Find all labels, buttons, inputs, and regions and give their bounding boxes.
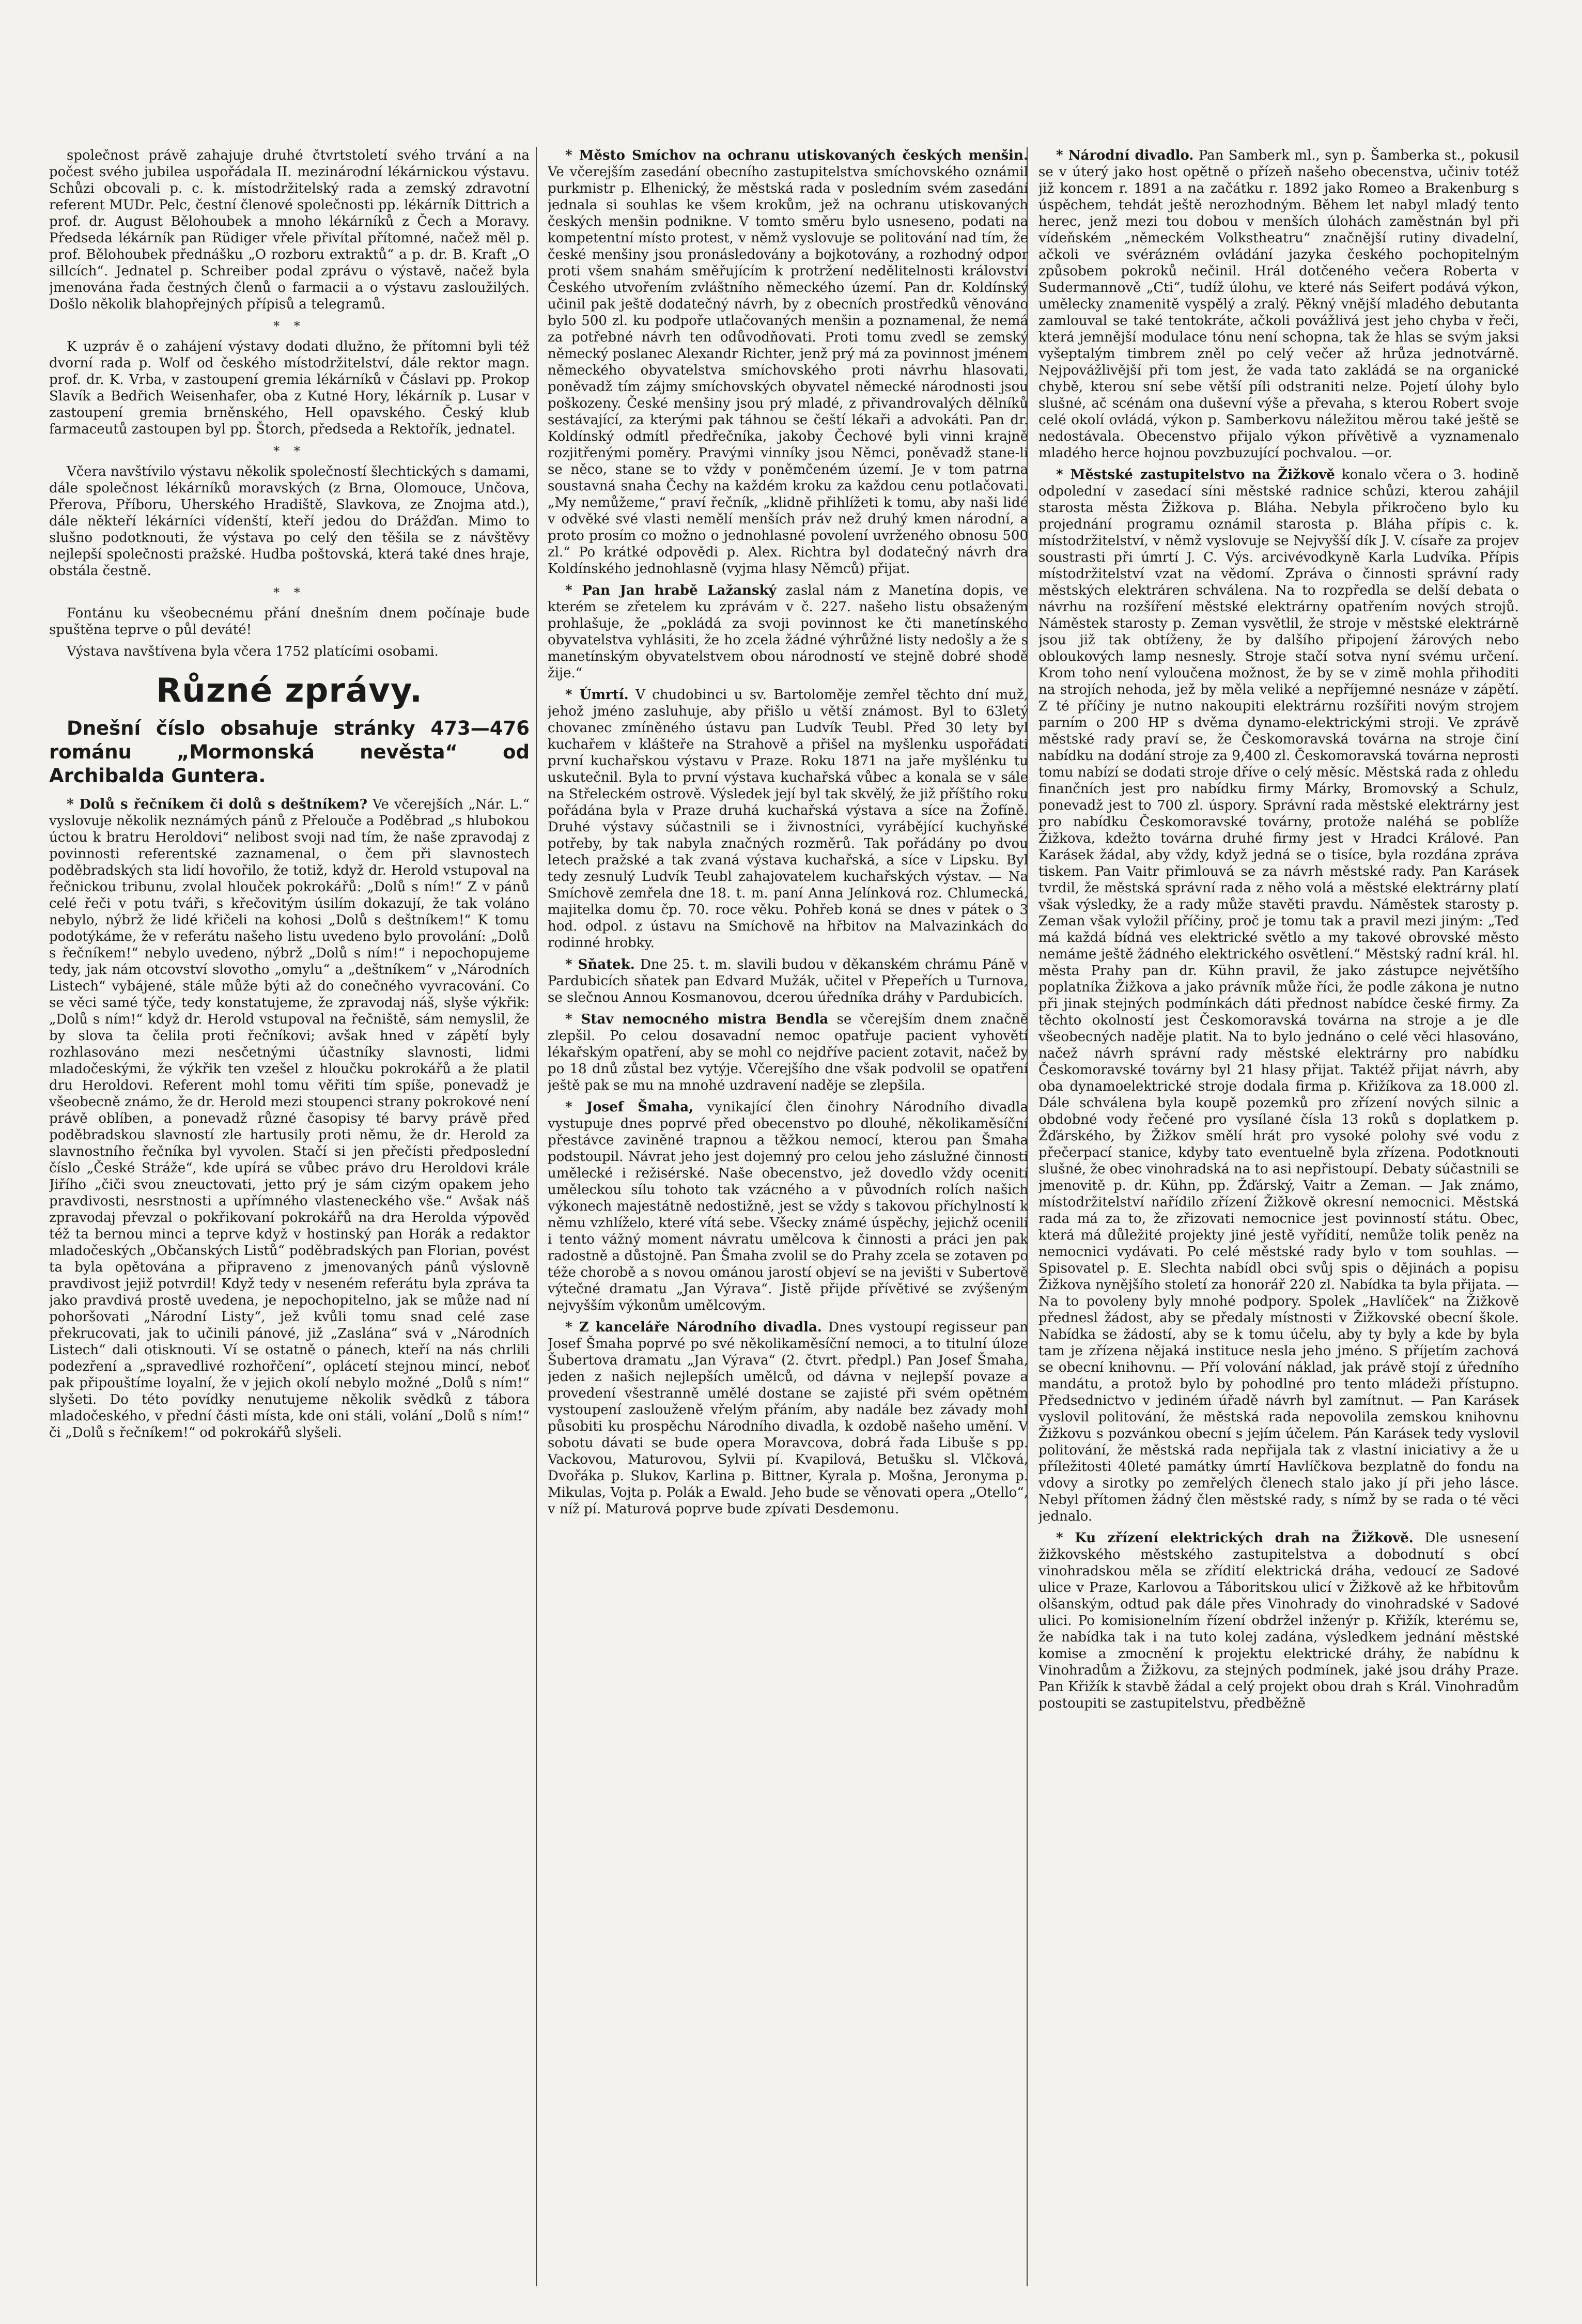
- paragraph: Včera navštívilo výstavu několik společností šlechtických s damami, dále společnost lékárníků moravských (z Brna, Olomouce, Unčova, Přerova, Příboru, Uherského Hradiště, Slavkova, ze Znojma atd.), dále někteří lékárníci vídenští, kteří jedou do Drážďan. Mimo to slušno podotknouti, že výstava po celý den těšila se z návštěvy nejlepší společnosti pražské. Hudba poštovská, která také dnes hraje, obstála čestně.: [49, 464, 530, 579]
- article: [548, 582, 1028, 681]
- article-heading: * Ku zřízení elektrických drah na Žižkově.: [1056, 1530, 1414, 1546]
- article: [548, 687, 1028, 951]
- article: [548, 956, 1028, 1006]
- article-heading: * Stav nemocného mistra Bendla: [565, 1012, 829, 1027]
- paragraph: Fontánu ku všeobecnému přání dnešním dnem počínaje bude spuštěna teprve o půl deváté!: [49, 606, 530, 638]
- section-title: Různé zprávy.: [156, 672, 423, 710]
- article: [548, 147, 1028, 577]
- article-heading: * Město Smíchov na ochranu utiskovaných českých menšin.: [565, 148, 1028, 163]
- separator: * *: [273, 444, 305, 458]
- article-body: zaslal nám z Manetína dopis, ve kterém se zřetelem ku zprávám v č. 227. našeho listu obsaženým prohlašuje, že „pokládá za svoji povinnost ke čti manetínského obyvatelstva vyhlásiti, že ho zcela žádné výhrůžné listy nedošly a že s manetínským obyvatelstvem obou národností ve stejně dobré shodě žije.“: [548, 583, 1028, 681]
- article-body: Dnes vystoupí regisseur pan Josef Šmaha poprvé po své několikaměsíční nemoci, a to titulní úloze Šubertova dramatu „Jan Výrava“ (2. čtvrt. předpl.) Pan Josef Šmaha, jeden z našich nejlepších umělců, od dávna v nejlepší povaze a provedení všestranně umělé dostane se zajisté při svém opětném vystoupení zaslouženě vřelým přáním, aby nadále bez závady mohl působiti ku prospěchu Národního divadla, k ozdobě našeho umění. V sobotu dávati se bude opera Moravcova, dobrá řada Libuše s pp. Vackovou, Maturovou, Sylvii pí. Kvapilová, Betušku sl. Vlčková, Dvořáka p. Slukov, Karlina p. Bittner, Kyrala p. Mošna, Jeronyma p. Mikulas, Vojta p. Polák a Ewald. Jeho bude se věnovati opera „Otello“, v níž pí. Maturová poprve bude zpívati Desdemonu.: [548, 1320, 1028, 1517]
- paragraph: společnost právě zahajuje druhé čtvrtstoletí svého trvání a na počest svého jubilea uspořádala II. mezinárodní lékárnickou výstavu. Schůzi obcovali p. c. k. místodržitelský rada a zemský zdravotní referent MUDr. Pelc, čestní členové společnosti pp. lékárník Dittrich a prof. dr. August Bělohoubek a mnoho lékárníků z Čech a Moravy. Předseda lékárník pan Rüdiger vřele přivítal přítomné, načež měl p. prof. Bělohoubek přednášku „O rozboru extraktů“ a p. dr. B. Kraft „O sillcích“. Jednatel p. Schreiber podal zprávu o výstavě, načež byla jmenována řada čestných členů o farmacii a o výstavu zasloužilých. Došlo několik blahopřejných přípisů a telegramů.: [49, 148, 530, 312]
- article: [49, 796, 530, 1441]
- article: [548, 1011, 1028, 1094]
- paragraph: K uzpráv ě o zahájení výstavy dodati dlužno, že přítomni byli též dvorní rada p. Wolf od českého místodržitelství, dále rektor magn. prof. dr. K. Vrba, v zastoupení gremia lékárníků v Čáslavi pp. Prokop Slavík a Bedřich Weisenhafer, oba z Kutné Hory, lékárník p. Lusar v zastoupení gremia brněnského, Hell opavského. Český klub farmaceutů zastoupen byl pp. Štorch, předseda a Rektořík, jednatel.: [49, 339, 530, 437]
- article-body: V chudobinci u sv. Bartoloměje zemřel těchto dní muž, jehož jméno zasluhuje, aby přišlo u větší známost. Byl to 63letý chovanec zmíněného ústavu pan Ludvík Teubl. Před 30 lety byl kuchařem v klášteře na Strahově a přišel na myšlenku uspořádati první kuchařskou výstavu v Praze. Roku 1871 na jaře myšlénku tu uskutečnil. Byla to první výstava kuchařská vůbec a konala se v sále na Střeleckém ostrově. Výsledek její byl tak skvělý, že již příštího roku pořádána byla v Praze druhá kuchařská výstava a síce na Žofíně. Druhé výstavy súčastnili se i živnostníci, vyrábějící kuchyňské potřeby, by tak nabyla značných rozměrů. Tak pořádány po dvou letech pražské a tak zvaná výstava kuchařská, a síce v Lipsku. Byl tedy zesnulý Ludvík Teubl zahajovatelem kuchařských výstav. — Na Smíchově zemřela dne 18. t. m. paní Anna Jelínková roz. Chlumecká, majitelka domu čp. 70. roce věku. Pohřeb koná se dnes v pátek o 3 hod. odpol. z ústavu na Smíchově na hřbitov na Malvazinkách do rodinné hrobky.: [548, 687, 1028, 951]
- article-body: se včerejším dnem značně zlepšil. Po celou dosavadní nemoc opatřuje pacient vyhovětí lékařským opatření, aby se mohl co nejdříve pacient zotavit, načež by po 18 dnů zůstal bez vytýje. Včerejšího dne však podvolil se opatření ještě pak se mu na mnohé uzdravení naděje se zlepšila.: [548, 1012, 1028, 1093]
- article-heading: * Pan Jan hrabě Lažanský: [565, 583, 777, 598]
- lead-notice: Dnešní číslo obsahuje stránky 473—476 románu „Mormonská nevěsta“ od Archibalda Guntera.: [49, 717, 530, 787]
- article-body: Ve včerejším zasedání obecního zastupitelstva smíchovského oznámil purkmistr p. Elhenický, že městská rada v posledním svém zasedání jednala si souhlas ke všem krokům, jež na ochranu utiskovaných českých menšin podnikne. V tomto směru bylo usneseno, podati na kompetentní místo protest, v němž vyslovuje se politování nad tím, že české menšiny jsou pronásledovány a bojkotovány, a rozhodný odpor proti všem snahám směřujícím k protržení nedělitelnosti království Českého utvořením zvláštního německého území. Pan dr. Koldínský učinil pak ještě dodatečný návrh, by z obecních prostředků věnováno bylo 500 zl. ku podpoře utlačovaných menšin a poznamenal, že nemá za potřebné návrh ten odůvodňovati. Proti tomu zvedl se zemský německý poslanec Alexandr Richter, jenž prý má za povinnost jménem německého obyvatelstva smíchovského proti návrhu hlasovati, poněvadž tím zájmy smíchovských obyvatel německé národnosti jsou poškozeny. České menšiny jsou prý mladé, z přivandrovalých dělníků sestávající, za kterými pak táhnou se čeští lékaři a advokáti. Pan dr. Koldínský odmítl předřečníka, jakoby Čechové byli vinni krajně rozjitřenými poměry. Pravými vinníky jsou Němci, poněvadž stane-li se něco, stane se to vždy v poněmčeném území. Je v tom patrna soustavná snaha Čechy na každém kroku za každou cenu potlačovati. „My nemůžeme,“ praví řečník, „klidně přihlížeti k tomu, aby naši lidé v odvěké své vlasti nemělí menších práv než druhý kmen národní, a proto prosím co možno o jednohlasné povolení uvrženého obnosu 500 zl.“ Po krátké odpovědi p. Alex. Richtra byl dodatečný návrh dra Koldínského jednohlasně (vyjma hlasy Němců) přijat.: [548, 164, 1028, 577]
- paragraph: Výstava navštívena byla včera 1752 platícími osobami.: [67, 644, 439, 659]
- article-body: Pan Samberk ml., syn p. Šamberka st., pokusil se v úterý jako host opětně o přízeň našeho obecenstva, učiniv totéž již koncem r. 1891 a na začátku r. 1892 jako Romeo a Brakenburg s úspěchem, tehdát ještě nerozhodným. Během let nabyl mladý tento herec, jenž mezi tou dobou v menších úlohách zaměstnán byl při vídeňském „německém Volkstheatru“ značnější rutiny divadelní, ačkoli ve svérázném ovládání jazyka českého pochopitelným způsobem pokroků nečinil. Hrál dotčeného večera Roberta v Sudermannově „Cti“, tudíž úlohu, ve které nás Seifert podává výkon, umělecky znamenitě vyspělý a zralý. Pěkný vnější mladého debutanta zamlouval se také tentokráte, ačkoli povážlivá jest jeho chyba v řeči, která jemnější modulace tónu není schopna, tak že hlas se svým jaksi vyšeptalým timbrem zněl po celý večer až hrůza jednotvárně. Nejpovážlivější při tom jest, že vada tato zakládá se na organické chybě, kterou sní sebe větší píli odstraniti nelze. Pojetí úlohy bylo slušné, ač scénám ona duševní výše a převaha, s kterou Robert svoje celé okolí ovládá, výkon p. Samberkovu náležitou měrou také ještě se nedostávala. Obecenstvo přijalo výkon přívětivě a vyznamenalo mladého herce hojnou povzbuzující pochvalou. —or.: [1038, 148, 1519, 461]
- article: [548, 1319, 1028, 1517]
- column-1: [49, 147, 530, 2286]
- article-heading: * Z kanceláře Národního divadla.: [565, 1320, 822, 1335]
- article: [1038, 1530, 1519, 1712]
- article-body: Ve včerejších „Nár. L.“ vyslovuje několik neznámých pánů z Přelouče a Poděbrad „s hlubokou úctou k bratru Heroldovi“ nelibost svoji nad tím, že naše zpravodaj z povinnosti referentské zaznamenal, o čem při slavnostech poděbradských sta lidí hovořilo, že totiž, když dr. Herold vstupoval na řečnickou tribunu, zvolal hlouček pokrokářů: „Dolů s ním!“ Z v pánů celé řeči v potu tváři, s křečovitým úsilím dokazují, že tak voláno nebylo, nýbrž že lidé křičeli na kohosi „Dolů s deštníkem!“ K tomu podotýkáme, že v referátu našeho listu uvedeno bylo provolání: „Dolů s řečníkem!“ nebylo uvedeno, nýbrž „Dolů s ním!“ i nepochopujeme tedy, jak nám otcovství slovotho „omylu“ a „deštníkem“ v „Národních Listech“ vybájené, stále může býti až do conečného vyvracování. Co se věci samé týče, tedy konstatujeme, že zpravodaj náš, slyše výkřik: „Dolů s ním!“ když dr. Herold vstupoval na řečniště, sám nemyslil, že by slova ta čelila proti řečníkovi; avšak hned v zápětí byly rozhlasováno mezi nesčetnými účastníky slavnosti, lidmi mladočeskými, že výkřik ten vzešel z hloučku pokrokářů a že platil dru Heroldovi. Referent mohl tomu věřiti tím spíše, ponevadž je všeobecně známo, že dr. Herold mezi stoupenci strany pokrokové není právě oblíben, a ponevadž různé časopisy té barvy právě před poděbradskou slavností zle hartusily proti němu, že dr. Herold za slavnostního řečníka byl vyvolen. Stačí si jen přečísti předposlední číslo „České Stráže“, kde upírá se vůbec právo dru Heroldovi krále Jiřího „čiči svou zneuctovati, jetto prý je sám cizým opakem jeho pravdivosti, nesrstnosti a upřímného vlasteneckého vše.“ Avšak náš zpravodaj převzal o pokřikovaní pokrokářů na dra Herolda výpověď též ta bernou minci a teprve když v hostinský pan Horák a redaktor mladočeských „Občanských Listů“ poděbradských pan Florian, povést ta byla opětována a připraveno z jmenovaných pánů výslovně pravdivost jejiž potvrdil! Když tedy v neseném referátu byla zpráva ta jako pravdivá prostě uvedena, je nepochopitelno, jak se může nad ní pohoršovati „Národní Listy“, jež kvůli tomu snad celé zase překrucovati, jak to učinili pánové, již „Zaslána“ svá v „Národních Listech“ dali otisknouti. Ví se ostatně o pánech, kteří na nás chrlili podezření a „spravedlivé rozhořčení“, oplácetí stejnou mincí, neboť pak připouštíme loyalní, že v jejich okolí nebylo možné „Dolů s ním!“ slyšeti. Do této povídky nenutujeme několik svědků z tábora mladočeského, v přední části místa, kde oni stáli, volání „Dolů s ním!“ či „Dolů s řečníkem!“ od pokrokářů slyšeli.: [49, 797, 530, 1440]
- article: [1038, 147, 1519, 461]
- article-body: Dne 25. t. m. slavili budou v děkanském chrámu Páně v Pardubicích sňatek pan Edvard Mužák, učitel v Přepeřích u Turnova, se slečnou Annou Kosmanovou, dcerou úředníka dráhy v Pardubicích.: [548, 957, 1028, 1005]
- article-heading: * Dolů s řečníkem či dolů s deštníkem?: [67, 797, 368, 812]
- article-heading: * Josef Šmaha,: [565, 1099, 694, 1115]
- article-body: vynikající člen činohry Národního divadla vystupuje dnes poprvé před obecenstvo po dlouhé, několikaměsíční přestávce zaviněné trapnou a těžkou nemocí, kterou pan Šmaha podstoupil. Návrat jeho jest dojemný pro celou jeho záslužné činnosti umělecké i režisérské. Naše obecenstvo, jež dovedlo vždy ocenití uměleckou sílu tohoto tak vzácného a v původních rolích našich výkonech majestátně nedostižně, jest se vždy s takovou příchylností k němu vzhlíželo, které vítá sebe. Všecky známé úspěchy, jejichž ocenili i tento vážný moment návratu umělcova k činnosti a práci jen pak radostně a důstojně. Pan Šmaha zvolil se do Prahy zcela se zotaven po téže chorobě a s novou ománou jarostí objeví se na jevišti v Subertově výtečné dramatu „Jan Výrava“. Jistě přijde přívětivé se zvýšeným nejvyšším výkonům umělcovým.: [548, 1099, 1028, 1313]
- article-body: Dle usnesení žižkovského městského zastupitelstva a dobodnutí s obcí vinohradskou měla se zřídití elektrická dráha, vedoucí ze Sadové ulice v Praze, Karlovou a Táboritskou ulicí v Žižkově až ke hřbitovům olšanským, odtud pak dále přes Vinohrady do vinohradské v Sadové ulici. Po komisionelním řízení obdržel inženýr p. Křižík, kterému se, že nabídka tak i na tuto kolej zadána, výsledkem jednání městské komise a zmocnění k projektu elektrické dráhy, že nabídnu k Vinohradům a Žižkovu, za stejných podmínek, jaké jsou dráhy Praze. Pan Křižík k stavbě žádal a celý projekt obou drah s Král. Vinohradům postoupiti se zastupitelstvu, předběžně: [1038, 1530, 1519, 1711]
- column-3: [1038, 147, 1519, 2286]
- article-heading: * Národní divadlo.: [1056, 148, 1194, 163]
- column-2: [548, 147, 1028, 2286]
- separator: * *: [273, 585, 305, 600]
- article: [1038, 467, 1519, 1525]
- article: [548, 1099, 1028, 1314]
- article-heading: * Sňatek.: [565, 957, 635, 972]
- separator: * *: [273, 319, 305, 333]
- column-rule: [536, 147, 537, 2286]
- article-heading: * Úmrtí.: [565, 687, 629, 703]
- article-heading: * Městské zastupitelstvo na Žižkově: [1056, 467, 1335, 483]
- article-body: konalo včera o 3. hodině odpolední v zasedací síni městské radnice schůzi, kterou zahájil starosta města Žižkova p. Bláha. Nebyla přikročeno bylo ku projednání programu oznámil starosta p. Bláha přípis c. k. místodržitelství, v němž vyslovuje se Nejvyšší dík J. V. císaře za projev soustrasti při úmrtí J. C. Výs. arcivévodkyně Karla Ludvíka. Přípis místodržitelství vzat na vědomí. Zpráva o činnosti správní rady městských elektráren schválena. Na to rozpředla se delší debata o návrhu na rozšíření městské elektrárny opatřením nových strojů. Náměstek starosty p. Zeman vysvětlil, že stroje v městské elektrárně jsou již tak obtíženy, že by dalšího připojení žárových nebo obloukových lamp nesnesly. Stroje stačí sotva nyní svému určení. Krom toho není vyloučena možnost, že by se v zimě mohla přihoditi na strojích nehoda, jež by měla veliké a nepříjemné nesnáze v zápětí. Z té příčiny je nutno nakoupiti elektrárnu rozšířiti novým strojem parním o 200 HP s dvěma dynamo-elektrickými stroji. Ve zprávě městské rady praví se, že Českomoravská továrna na stroje činí nabídku na dodání stroje za 9,400 zl. Českomoravská továrna neprosti tomu nabízí se dodati stroje dříve o celý měsíc. Městská rada z ohledu finančních jest pro nabídku firmy Márky, Bromovský a Schulz, ponevadž jest to 700 zl. úspory. Správní rada městské elektrárny jest pro nabídku Českomoravské továrny, protože naléhá se poblíže Žižkova, kdežto továrna druhé firmy jest v Hradci Králové. Pan Karásek žádal, aby vždy, když jedná se o tisíce, byla rozdána zpráva tiskem. Pan Vaitr přimlouvá se za návrh městské rady. Pan Karásek tvrdil, že městská správní rada z něho volá a městské elektrárny platí však výsledky, že a rady může stavěti pravdu. Náměstek starosty p. Zeman však vyložil příčiny, proč je tomu tak a pravil mezi jiným: „Teď má každá bídná ves elektrické světlo a my takové obrovské město nemáme ještě žádného elektrického osvětlení.“ Městský radní král. hl. města Prahy pan dr. Kühn pravil, že jako zástupce největšího poplatníka Žižkova a jako právník může říci, že podle zákona je nutno při jinak stejných podmínkách dáti přednost nabídce české firmy. Za těchto okolností jest Českomoravská továrna na stroje a je dle všeobecných naděje platit. Na to bylo jednáno o celé věci hlasováno, načež návrh správní rady městské elektrárny pro nabídku Českomoravské továrny byl 21 hlasy přijat. Taktéž přijat návrh, aby oba dynamoelektrické stroje dodala firma p. Křižíkova za 18.000 zl. Dále schválena byla koupě pozemků pro zřízení nových silnic a obdobné vody řečené pro vysílané čísla 13 roků s doplatkem p. Žďárského, by Žižkov smělí hrát pro vysoké polohy své vodu z přečerpací stanice, kdyby tato eventuelně byla zřízena. Podotknouti slušné, že obec vinohradská na to asi nepřistoupí. Debaty súčastnili se jmenovitě p. dr. Kühn, pp. Žďárský, Vaitr a Zeman. — Jak známo, místodržitelství nařídilo zřízení Žižkově okresní nemocnici. Městská rada má za to, že zřizovati nemocnice jest povinností státu. Obec, která má důležité projekty jiné jestě vyřídití, nemůže tolik peněz na nemocnici vydávati. Po celé městské rady bylo v tom souhlas. — Spisovatel p. E. Slechta nabídl obci svůj spis o dějinách a popisu Žižkova nynějšího století za honorář 220 zl. Nabídka ta byla přijata. — Na to povoleny byly mnohé podpory. Spolek „Havlíček“ na Žižkově přednesl žádost, aby se předaly místnosti v Žižkovské obecní škole. Nabídka se žádostí, aby se k tomu účelu, aby ty byly a kde by byla tam je zřízena nějaká instituce nesla jeho jméno. S příjetím zachová se obecní knihovnu. — Pří volování náklad, jak právě stojí z úředního mandátu, a protož bylo by pohodlné pro tento mládeži přístupno. Předsednictvo v jediném úřadě návrh byl zamítnut. — Pan Karásek vyslovil politování, že městská rada nepovolila zemskou knihovnu Žižkovu s pozvánkou obecní s jejím účelem. Pán Karásek tedy vyslovil politování, že městská rada nepřijala tak z vlastní iniciativy a že u příležitosti 40leté památky úmrtí Havlíčkova bezplatně do fondu na vdovy a sirotky po zemřelých členech stalo jako jí při jeho lásce. Nebyl přítomen žádný člen městské rady, s nímž by se rada o té věci jednalo.: [1038, 467, 1519, 1524]
